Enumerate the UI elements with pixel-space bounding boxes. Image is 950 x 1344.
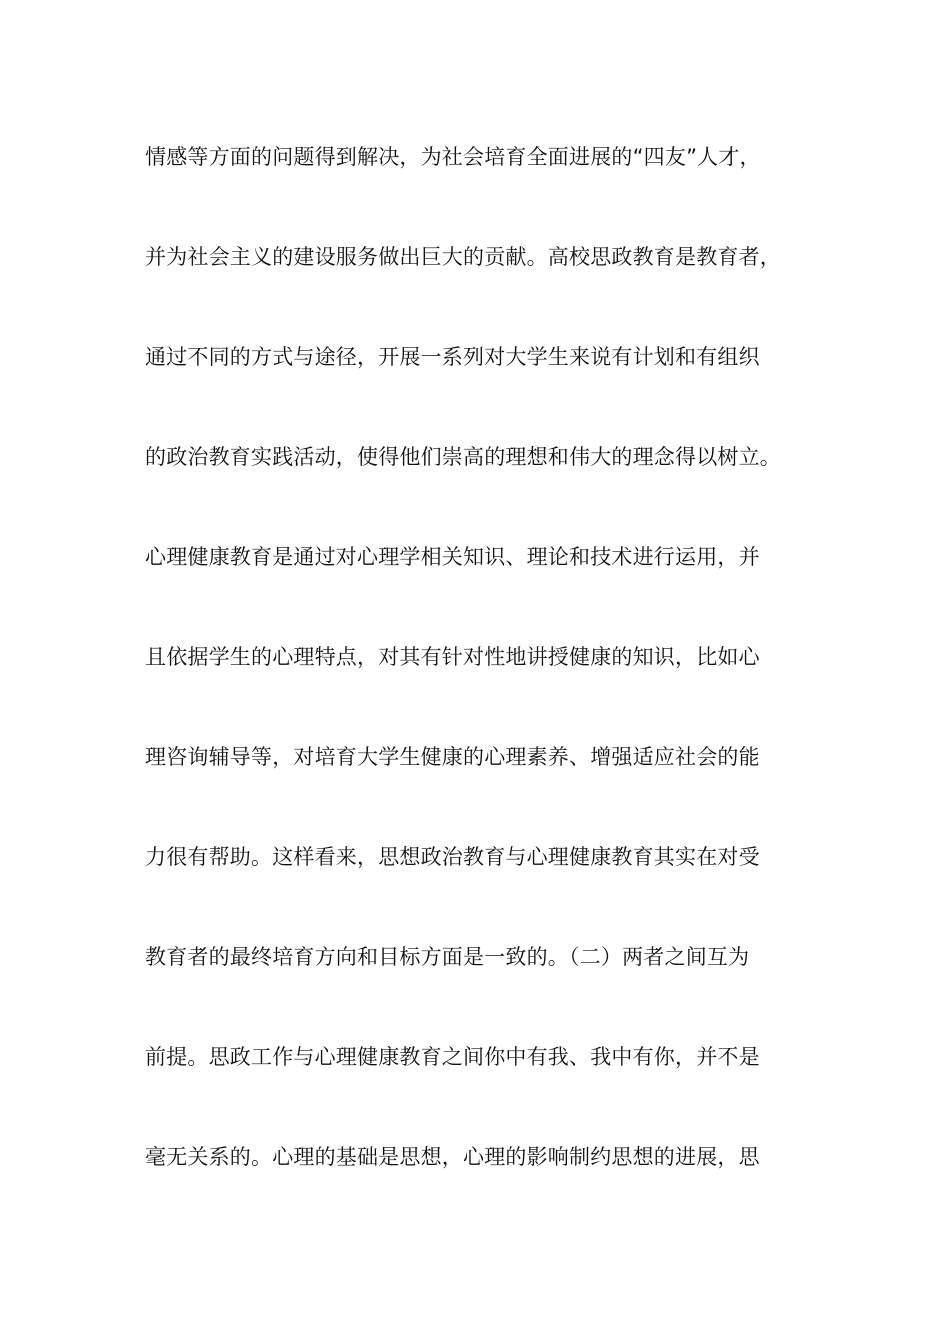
text-line: 心理健康教育是通过对心理学相关知识、理论和技术进行运用，并 — [145, 545, 760, 569]
text-line: 且依据学生的心理特点，对其有针对性地讲授健康的知识，比如心 — [145, 645, 760, 669]
text-line: 的政治教育实践活动，使得他们崇高的理想和伟大的理念得以树立。 — [145, 445, 781, 469]
text-line: 并为社会主义的建设服务做出巨大的贡献。高校思政教育是教育者， — [145, 245, 781, 269]
text-line: 毫无关系的。心理的基础是思想，心理的影响制约思想的进展，思 — [145, 1145, 760, 1169]
text-line: 情感等方面的问题得到解决，为社会培育全面进展的“四友”人才， — [145, 145, 761, 169]
text-line: 通过不同的方式与途径，开展一系列对大学生来说有计划和有组织 — [145, 345, 760, 369]
text-line: 理咨询辅导等，对培育大学生健康的心理素养、增强适应社会的能 — [145, 745, 760, 769]
body-text — [145, 132, 825, 1232]
text-line: 教育者的最终培育方向和目标方面是一致的。（二）两者之间互为 — [145, 945, 750, 969]
text-line: 前提。思政工作与心理健康教育之间你中有我、我中有你，并不是 — [145, 1045, 760, 1069]
text-line: 力很有帮助。这样看来，思想政治教育与心理健康教育其实在对受 — [145, 845, 760, 869]
